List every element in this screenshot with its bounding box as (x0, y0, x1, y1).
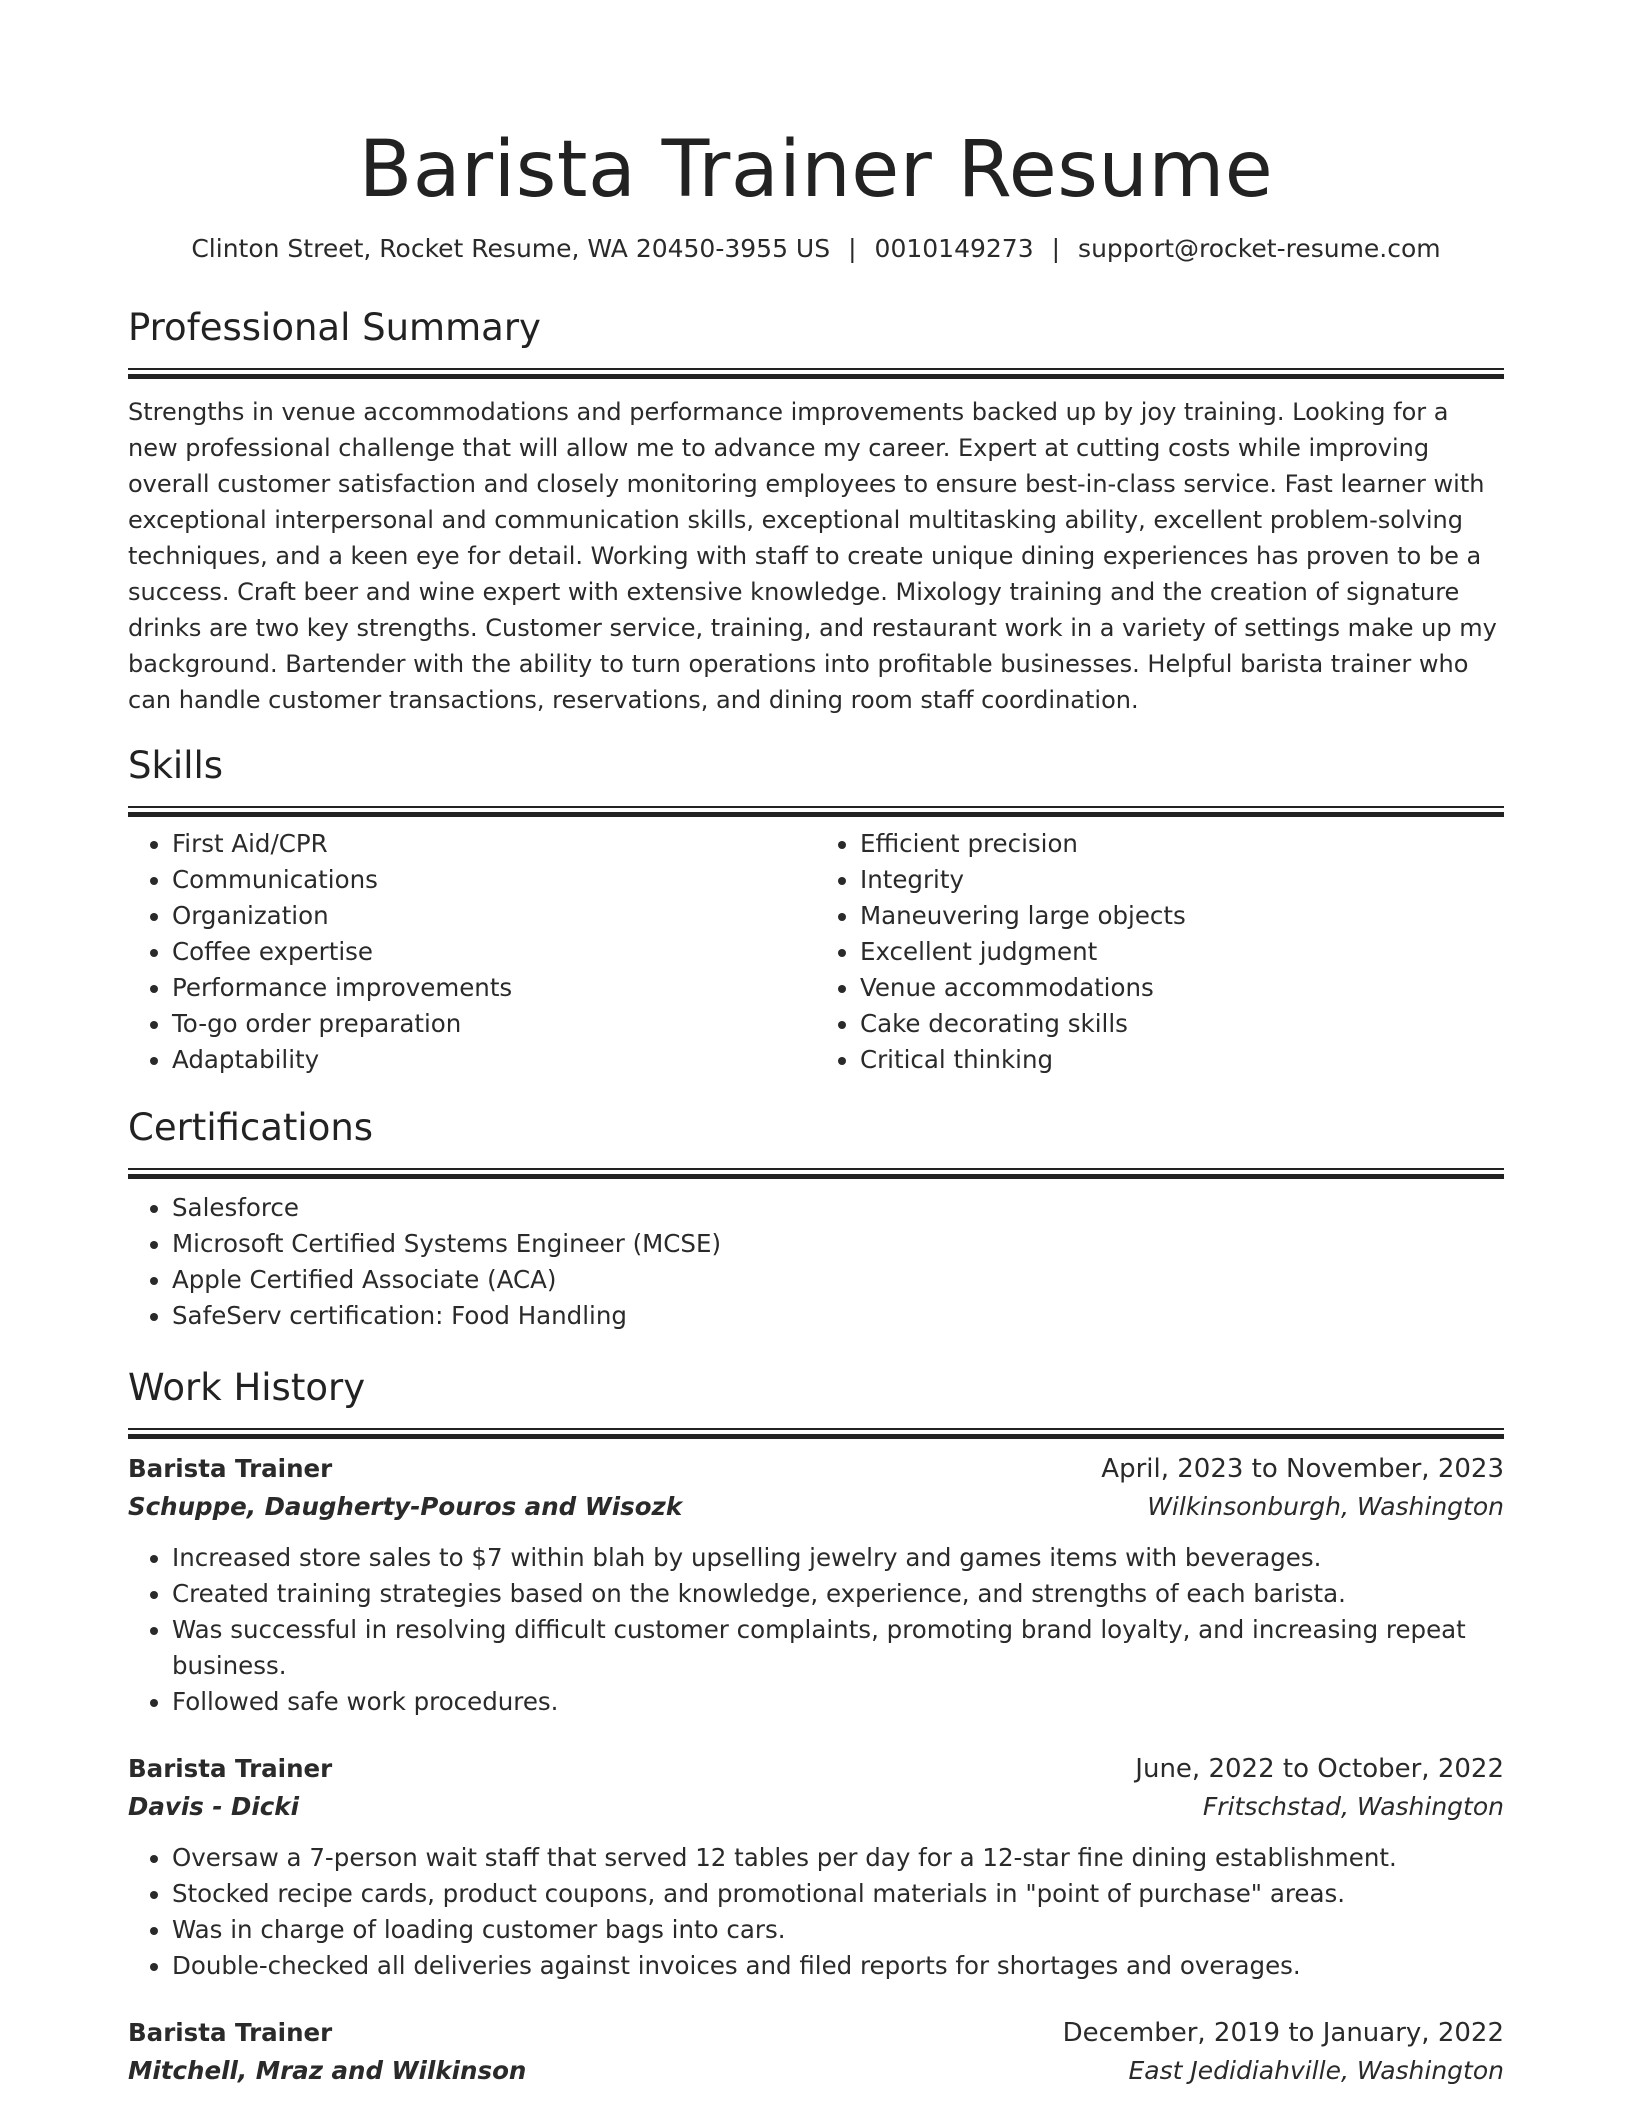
skills-column-right (816, 826, 1504, 1078)
job-dates: April, 2023 to November, 2023 (1101, 1454, 1504, 1484)
job-company: Schuppe, Daugherty-Pouros and Wisozk (128, 1492, 683, 1521)
skill-item: • First Aid/CPR (172, 826, 816, 862)
skill-item: • Critical thinking (860, 1042, 1504, 1078)
certification-item: • SafeServ certification: Food Handling (172, 1298, 1504, 1334)
job-entry (128, 1450, 1504, 1720)
skill-item: • Adaptability (172, 1042, 816, 1078)
skill-item: • Coffee expertise (172, 934, 816, 970)
contact-address: Clinton Street, Rocket Resume, WA 20450-3955 US (191, 234, 831, 263)
job-company: Mitchell, Mraz and Wilkinson (128, 2056, 527, 2085)
job-location: East Jedidiahville, Washington (1128, 2056, 1504, 2085)
job-bullet: • Was successful in resolving difficult customer complaints, promoting brand loyalty, and increasing repeat business. (172, 1612, 1504, 1684)
skills-column-left (128, 826, 816, 1078)
job-company: Davis - Dicki (128, 1792, 299, 1821)
certifications-section (128, 1104, 1504, 1334)
section-divider (128, 1428, 1504, 1438)
skill-item: • Maneuvering large objects (860, 898, 1504, 934)
job-dates: December, 2019 to January, 2022 (1062, 2018, 1504, 2048)
job-bullet: • Created training strategies based on the knowledge, experience, and strengths of each barista. (172, 1576, 1504, 1612)
contact-line (128, 232, 1504, 266)
skill-item: • Organization (172, 898, 816, 934)
section-divider (128, 368, 1504, 378)
skill-item: • Efficient precision (860, 826, 1504, 862)
section-divider (128, 1168, 1504, 1178)
skill-item: • Excellent judgment (860, 934, 1504, 970)
skill-item: • Venue accommodations (860, 970, 1504, 1006)
contact-phone: 0010149273 (874, 234, 1034, 263)
skill-item: • To-go order preparation (172, 1006, 816, 1042)
job-bullet: • Double-checked all deliveries against invoices and filed reports for shortages and overages. (172, 1948, 1504, 1984)
job-title: Barista Trainer (128, 1754, 333, 1783)
skills-section (128, 742, 1504, 1078)
job-bullet: • Was in charge of loading customer bags into cars. (172, 1912, 1504, 1948)
skill-item: • Performance improvements (172, 970, 816, 1006)
contact-email[interactable]: support@rocket-resume.com (1078, 234, 1441, 263)
summary-heading: Professional Summary (128, 306, 541, 349)
contact-separator: | (848, 234, 857, 263)
skills-columns (128, 826, 1504, 1078)
certification-item: • Salesforce (172, 1190, 1504, 1226)
skill-item: • Cake decorating skills (860, 1006, 1504, 1042)
skill-item: • Communications (172, 862, 816, 898)
section-divider (128, 806, 1504, 816)
skill-item: • Integrity (860, 862, 1504, 898)
job-title: Barista Trainer (128, 2018, 333, 2047)
work-history-section (128, 1364, 1504, 2090)
contact-separator: | (1051, 234, 1061, 263)
summary-text: Strengths in venue accommodations and performance improvements backed up by joy training. Looking for a new professional challenge that will allow me to advance my career. Expert at cutting costs while improving overall customer satisfaction and closely monitoring employees to ensure best-in-class service. Fast learner with exceptional interpersonal and communication skills, exceptional multitasking ability, excellent problem-solving techniques, and a keen eye for detail. Working with staff to create unique dining experiences has proven to be a success. Craft beer and wine expert with extensive knowledge. Mixology training and the creation of signature drinks are two key strengths. Customer service, training, and restaurant work in a variety of settings make up my background. Bartender with the ability to turn operations into profitable businesses. Helpful barista trainer who can handle customer transactions, reservations, and dining room staff coordination. (128, 398, 1497, 714)
work-history-heading: Work History (128, 1366, 366, 1409)
skills-heading: Skills (128, 744, 224, 787)
resume-title: Barista Trainer Resume (358, 125, 1274, 215)
certifications-heading: Certifications (128, 1106, 374, 1149)
job-title: Barista Trainer (128, 1454, 333, 1483)
certification-item: • Microsoft Certified Systems Engineer (MCSE) (172, 1226, 1504, 1262)
job-location: Fritschstad, Washington (1202, 1792, 1504, 1821)
job-bullet: • Stocked recipe cards, product coupons, and promotional materials in "point of purchase" areas. (172, 1876, 1504, 1912)
job-bullet: • Oversaw a 7-person wait staff that served 12 tables per day for a 12-star fine dining establishment. (172, 1840, 1504, 1876)
certification-item: • Apple Certified Associate (ACA) (172, 1262, 1504, 1298)
summary-section (128, 304, 1504, 718)
job-entry (128, 2014, 1504, 2090)
job-bullet: • Followed safe work procedures. (172, 1684, 1504, 1720)
job-location: Wilkinsonburgh, Washington (1147, 1492, 1504, 1521)
job-entry (128, 1750, 1504, 1984)
job-bullet: • Increased store sales to $7 within blah by upselling jewelry and games items with beverages. (172, 1540, 1504, 1576)
job-dates: June, 2022 to October, 2022 (1135, 1754, 1504, 1784)
